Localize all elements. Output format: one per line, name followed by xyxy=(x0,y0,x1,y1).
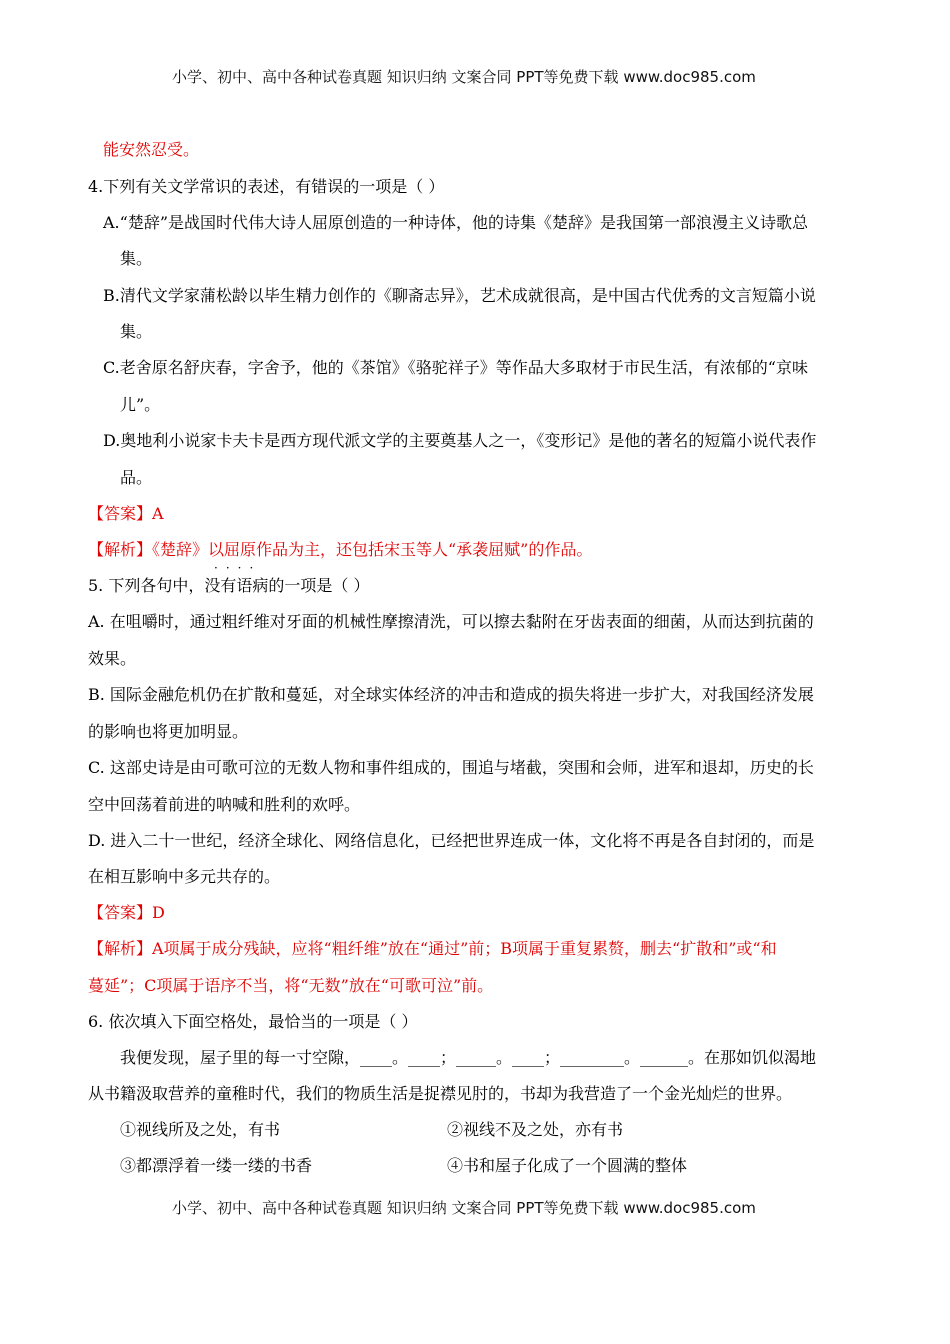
q4-option-c-cont: 儿”。 xyxy=(120,395,161,414)
page-footer: 小学、初中、高中各种试卷真题 知识归纳 文案合同 PPT等免费下载 www.doc985.com xyxy=(172,1199,756,1217)
q5-analysis-cont: 蔓延”；C项属于语序不当，将“无数”放在“可歌可泣”前。 xyxy=(88,976,494,995)
q6-passage: 我便发现，屋子里的每一寸空隙，____。____；_____。____；________。______。在那如饥似渴地 xyxy=(120,1048,817,1067)
q5-stem: 5. 下列各句中，没有语病的一项是（ ） xyxy=(88,576,370,595)
q5-option-b-cont: 的影响也将更加明显。 xyxy=(88,722,249,741)
q5-option-d-cont: 在相互影响中多元共存的。 xyxy=(88,867,281,886)
q4-option-d-cont: 品。 xyxy=(120,468,153,487)
q4-option-b: B.清代文学家蒲松龄以毕生精力创作的《聊斋志异》，艺术成就很高，是中国古代优秀的文言短篇小说 xyxy=(103,286,816,305)
q5-option-b: B. 国际金融危机仍在扩散和蔓延，对全球实体经济的冲击和造成的损失将进一步扩大，对我国经济发展 xyxy=(88,685,814,704)
emphasis-dots: ···· xyxy=(214,561,262,575)
q4-option-d: D.奥地利小说家卡夫卡是西方现代派文学的主要奠基人之一，《变形记》是他的著名的短篇小说代表作 xyxy=(103,431,817,450)
previous-answer-tail: 能安然忍受。 xyxy=(103,140,200,159)
q6-choice-3: ③都漂浮着一缕一缕的书香 xyxy=(120,1156,313,1175)
q6-choice-1: ①视线所及之处，有书 xyxy=(120,1120,281,1139)
q6-stem: 6. 依次填入下面空格处，最恰当的一项是（ ） xyxy=(88,1012,418,1031)
q4-option-b-cont: 集。 xyxy=(120,322,153,341)
q4-option-a: A.“楚辞”是战国时代伟大诗人屈原创造的一种诗体，他的诗集《楚辞》是我国第一部浪漫主义诗歌总 xyxy=(103,213,809,232)
q5-option-d: D. 进入二十一世纪，经济全球化、网络信息化，已经把世界连成一体，文化将不再是各自封闭的，而是 xyxy=(88,831,815,850)
page-header: 小学、初中、高中各种试卷真题 知识归纳 文案合同 PPT等免费下载 www.doc985.com xyxy=(172,68,756,86)
q4-stem: 4.下列有关文学常识的表述，有错误的一项是（ ） xyxy=(88,177,445,196)
q5-analysis: 【解析】A项属于成分残缺，应将“粗纤维”放在“通过”前；B项属于重复累赘，删去“扩散和”或“和 xyxy=(88,939,777,958)
q4-answer: 【答案】A xyxy=(88,504,164,523)
q6-passage-cont: 从书籍汲取营养的童稚时代，我们的物质生活是捉襟见肘的，书却为我营造了一个金光灿烂的世界。 xyxy=(88,1084,793,1103)
q6-choice-4: ④书和屋子化成了一个圆满的整体 xyxy=(447,1156,688,1175)
q5-option-c: C. 这部史诗是由可歌可泣的无数人物和事件组成的，围追与堵截，突围和会师，进军和退却，历史的长 xyxy=(88,758,814,777)
q6-choice-2: ②视线不及之处，亦有书 xyxy=(447,1120,624,1139)
q4-option-a-cont: 集。 xyxy=(120,249,153,268)
q5-option-c-cont: 空中回荡着前进的呐喊和胜利的欢呼。 xyxy=(88,795,361,814)
q5-option-a: A. 在咀嚼时，通过粗纤维对牙面的机械性摩擦清洗，可以擦去黏附在牙齿表面的细菌，从而达到抗菌的 xyxy=(88,612,814,631)
q5-answer: 【答案】D xyxy=(88,903,165,922)
q4-option-c: C.老舍原名舒庆春，字舍予，他的《茶馆》《骆驼祥子》等作品大多取材于市民生活，有浓郁的“京味 xyxy=(103,358,808,377)
q4-analysis: 【解析】《楚辞》以屈原作品为主，还包括宋玉等人“承袭屈赋”的作品。 xyxy=(88,540,593,559)
q5-option-a-cont: 效果。 xyxy=(88,649,137,668)
